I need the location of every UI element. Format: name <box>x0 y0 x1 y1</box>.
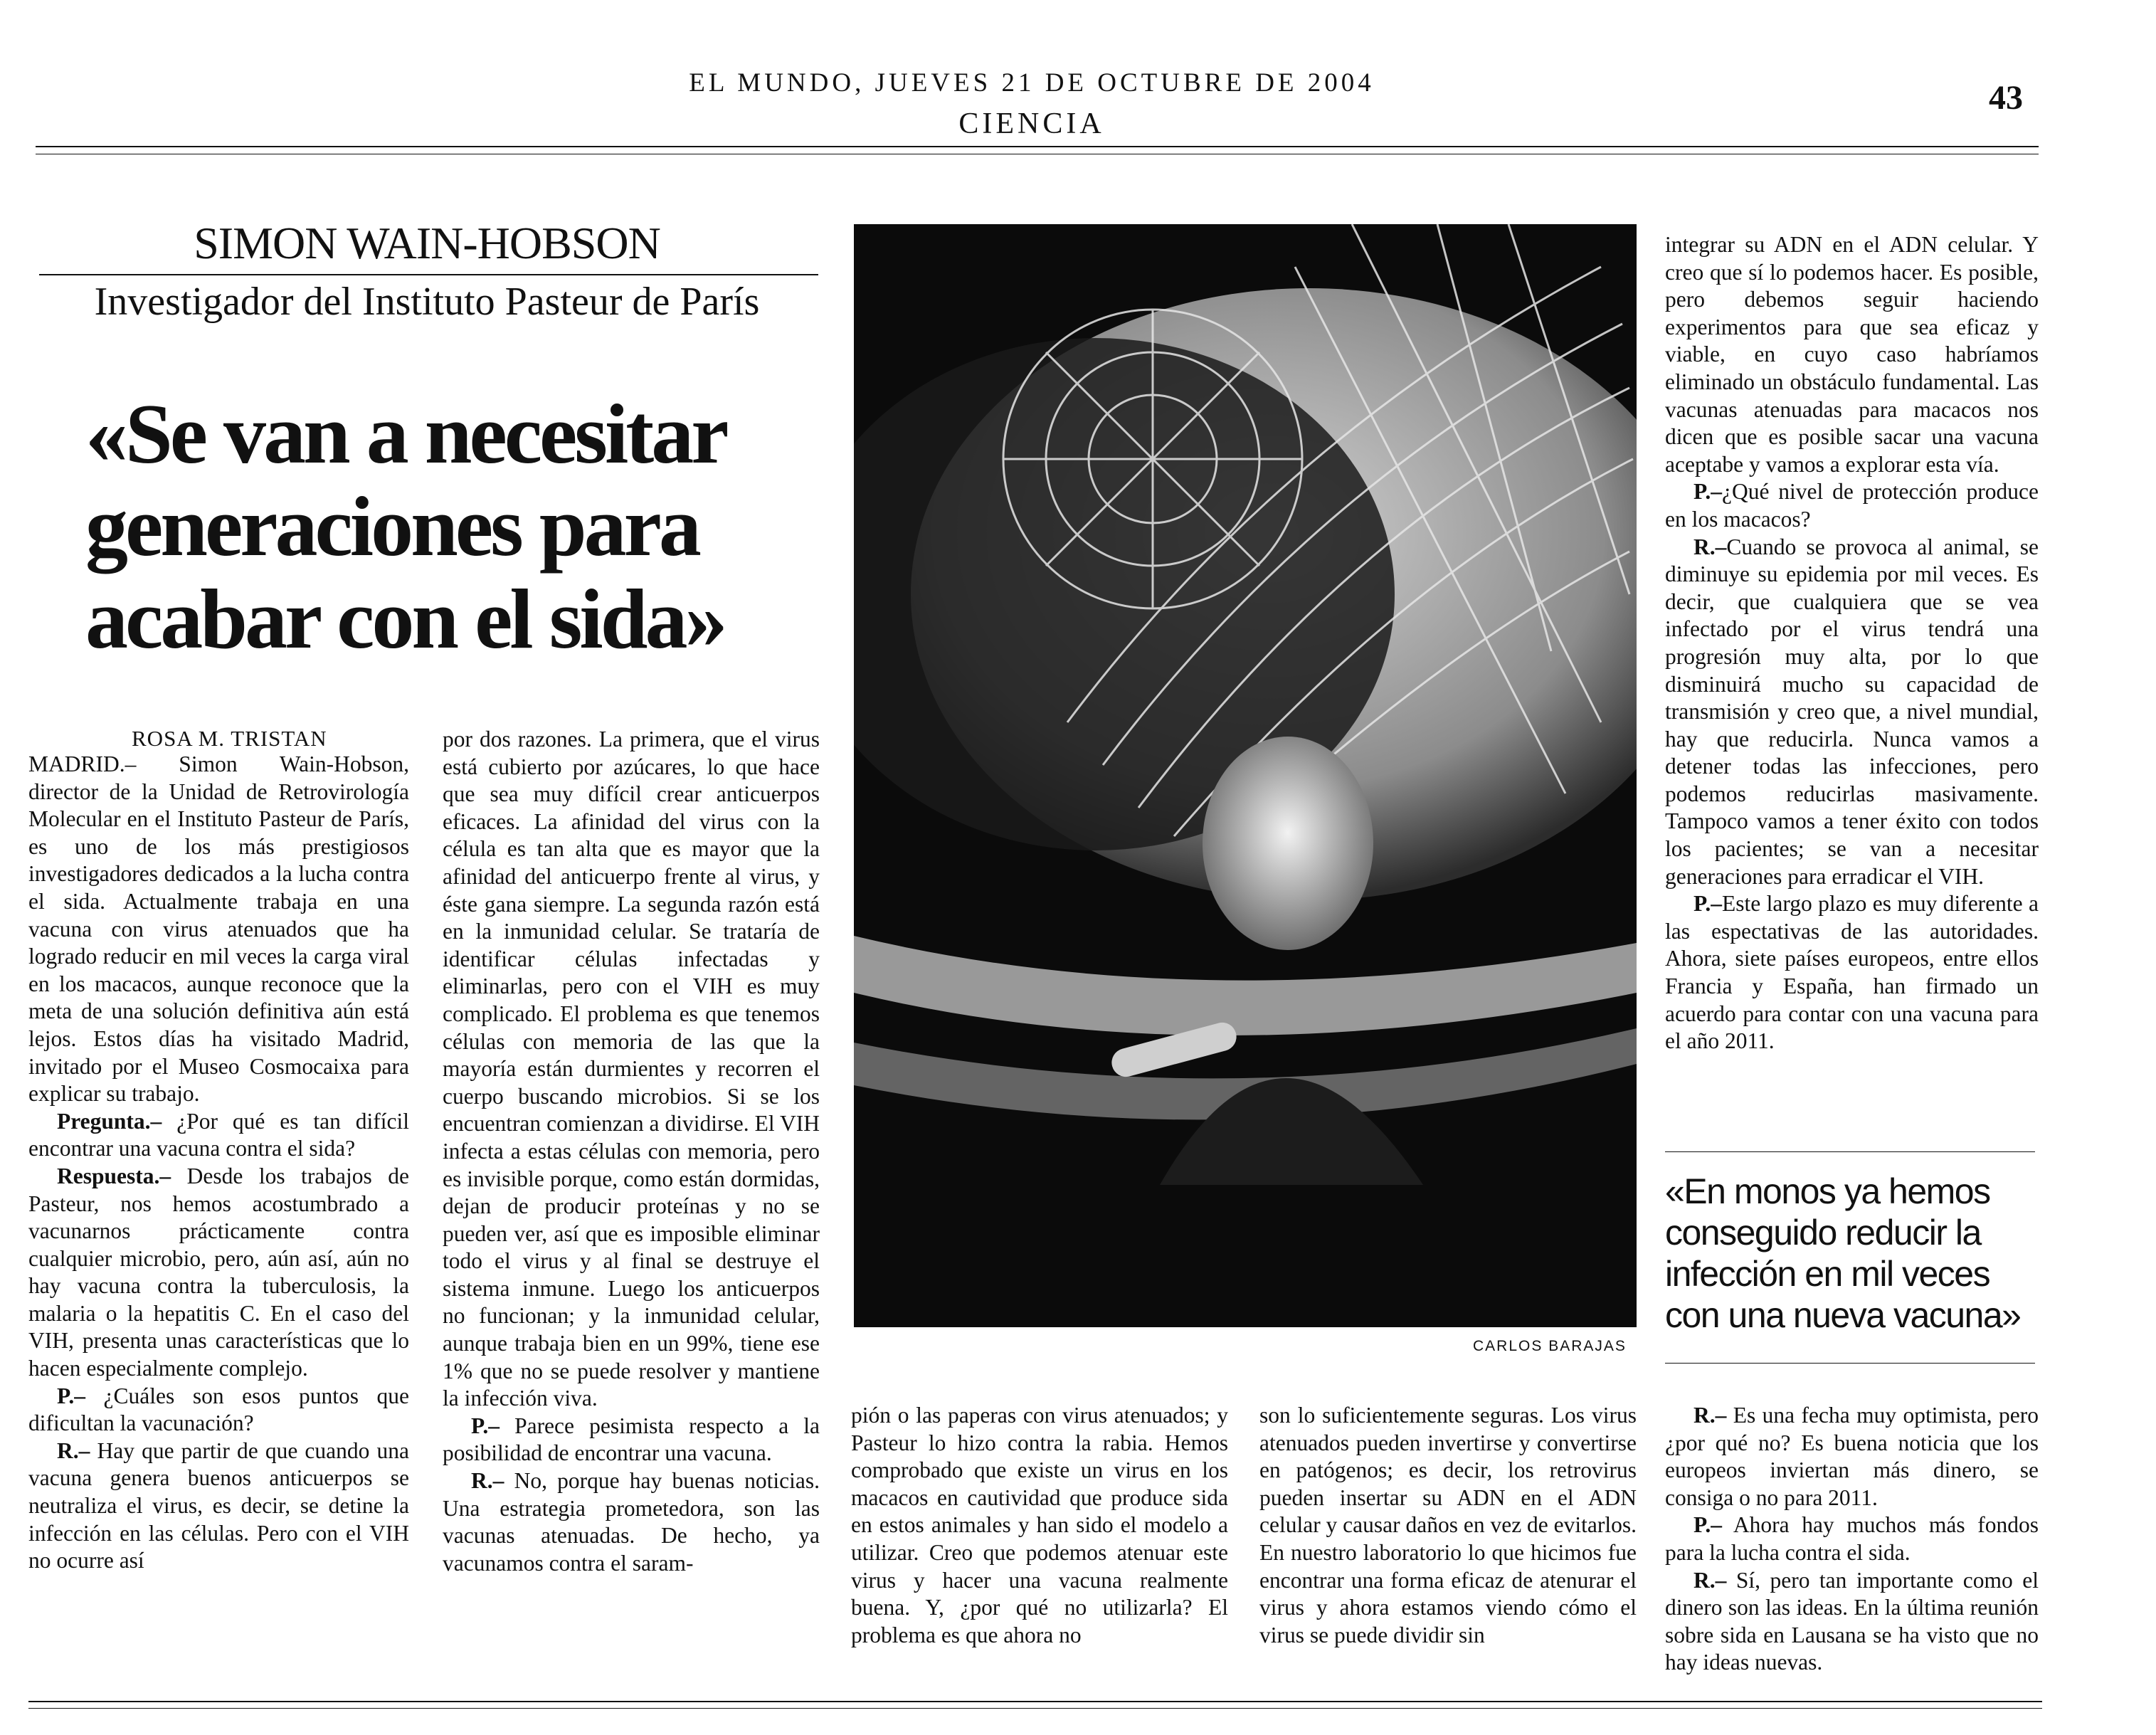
paragraph-lead: P.– <box>1693 479 1722 505</box>
paragraph-text: Hay que partir de que cuando una vacuna genera buenos anticuerpos se neutraliza el virus, es decir, se detine la infección en las células. Pero con el VIH no ocurre así <box>28 1438 409 1573</box>
paragraph <box>28 1108 409 1163</box>
paragraph-lead: P.– <box>1693 1512 1722 1538</box>
photo-credit: CARLOS BARAJAS <box>1473 1338 1627 1354</box>
paragraph <box>28 1383 409 1438</box>
paragraph-lead: R.– <box>1693 534 1727 559</box>
paragraph <box>1665 478 2039 533</box>
paragraph-lead: R.– <box>1693 1567 1727 1593</box>
page-number: 43 <box>1989 79 2023 117</box>
paragraph-text: No, porque hay buenas noticias. Una estrategia prometedora, son las vacunas atenuadas. De hecho, ya vacunamos contra el saram- <box>443 1468 820 1576</box>
paragraph-lead: P.– <box>1693 891 1722 917</box>
paragraph-text: MADRID.– Simon Wain-Hobson, director de la Unidad de Retrovirología Molecular en el Instituto Pasteur de París, es uno de los más prestigiosos investigadores dedicados a la lucha contra el sida. Actualmente trabaja en una vacuna con virus atenuados que ha logrado reducir en mil veces la carga viral en los macacos, aunque reconoce que la meta de una solución definitiva aún está lejos. Estos días ha visitado Madrid, invitado por el Museo Cosmocaixa para explicar su trabajo. <box>28 752 409 1107</box>
paragraph-lead: R.– <box>471 1468 504 1494</box>
portrait-photo <box>854 224 1637 1327</box>
paragraph <box>443 1413 820 1467</box>
column-2 <box>443 726 820 1577</box>
paragraph-lead: R.– <box>57 1438 90 1463</box>
column-5-top <box>1665 231 2039 1055</box>
paragraph <box>28 751 409 1108</box>
column-5-bottom <box>1665 1402 2039 1677</box>
paragraph <box>443 726 820 1413</box>
paragraph-text: Ahora hay muchos más fondos para la lucha contra el sida. <box>1665 1512 2039 1565</box>
paragraph-lead: Respuesta.– <box>57 1163 171 1188</box>
column-3 <box>851 1402 1228 1649</box>
paragraph-text: pión o las paperas con virus atenuados; y Pasteur lo hizo contra la rabia. Hemos comprobado que existe un virus en los macacos en cautividad que produce sida en estos animales y han sido el modelo a utilizar. Creo que podemos atenuar este virus y hacer una vacuna realmente buena. Y, ¿por qué no utilizarla? El problema es que ahora no <box>851 1403 1228 1647</box>
paragraph <box>1665 534 2039 891</box>
paragraph-text: integrar su ADN en el ADN celular. Y creo que sí lo podemos hacer. Es posible, pero debemos seguir haciendo experimentos para que sea eficaz y viable, en cuyo caso habríamos eliminado un obstáculo fundamental. Las vacunas atenuadas para macacos nos dicen que es posible sacar una vacuna aceptabe y vamos a explorar esta vía. <box>1665 232 2039 477</box>
paragraph <box>28 1163 409 1383</box>
paragraph <box>1259 1402 1637 1649</box>
paragraph-lead: Pregunta.– <box>57 1108 162 1134</box>
paragraph-text: Es una fecha muy optimista, pero ¿por qué no? Es buena noticia que los europeos inviertan más dinero, se consiga o no para 2011. <box>1665 1403 2039 1510</box>
portrait-photo-art <box>854 224 1637 1327</box>
name-rule <box>39 274 818 275</box>
paragraph-lead: P.– <box>57 1383 85 1408</box>
paragraph <box>28 1438 409 1575</box>
paragraph-text: son lo suficientemente seguras. Los virus atenuados pueden invertirse y convertirse en patógenos; es decir, los retrovirus pueden insertar su ADN en el ADN celular y causar daños en vez de evitarlos. En nuestro laboratorio lo que hicimos fue encontrar una forma eficaz de atenurar el virus y ahora estamos viendo cómo el virus se puede dividir sin <box>1259 1403 1637 1647</box>
paragraph-text: Desde los trabajos de Pasteur, nos hemos acostumbrado a vacunarnos prácticamente contra cualquier microbio, pero, aún así, aún no hay vacuna contra la tuberculosis, la malaria o la hepatitis C. En el caso del VIH, presenta unas características que lo hacen especialmente complejo. <box>28 1163 409 1381</box>
running-head: EL MUNDO, JUEVES 21 DE OCTUBRE DE 2004 <box>689 68 1375 97</box>
paragraph-lead: R.– <box>1693 1403 1727 1428</box>
interviewee-role: Investigador del Instituto Pasteur de París <box>94 280 760 324</box>
paragraph <box>851 1402 1228 1649</box>
pull-quote-rule-top <box>1665 1151 2035 1152</box>
paragraph-text: Este largo plazo es muy diferente a las espectativas de las autoridades. Ahora, siete países europeos, entre ellos Francia y España, han firmado un acuerdo para contar con una vacuna para el año 2011. <box>1665 891 2039 1054</box>
paragraph <box>1665 890 2039 1055</box>
footer-rule-top <box>28 1701 2042 1702</box>
paragraph-text: Sí, pero tan importante como el dinero son las ideas. En la última reunión sobre sida en Lausana se ha visto que no hay ideas nuevas. <box>1665 1567 2039 1675</box>
footer-rule-bottom <box>28 1708 2042 1709</box>
paragraph <box>1665 1402 2039 1512</box>
paragraph <box>443 1467 820 1577</box>
interviewee-name: SIMON WAIN-HOBSON <box>194 218 660 268</box>
paragraph-text: ¿Cuáles son esos puntos que dificultan la vacunación? <box>28 1383 409 1436</box>
paragraph <box>1665 1512 2039 1566</box>
paragraph-text: Parece pesimista respecto a la posibilidad de encontrar una vacuna. <box>443 1413 820 1466</box>
column-4 <box>1259 1402 1637 1649</box>
paragraph <box>1665 231 2039 478</box>
paragraph-lead: P.– <box>471 1413 500 1438</box>
paragraph-text: ¿Por qué es tan difícil encontrar una vacuna contra el sida? <box>28 1108 409 1161</box>
paragraph-text: por dos razones. La primera, que el virus está cubierto por azúcares, lo que hace que sea muy difícil crear anticuerpos eficaces. La afinidad del virus con la célula es tan alta que es mayor que la afinidad del anticuerpo frente al virus, y éste gana siempre. La segunda razón está en la inmunidad celular. Se trataría de identificar células infectadas y eliminarlas, pero con el VIH es muy complicado. El problema es que tenemos células con memoria de las que la mayoría están durmientes y recorren el cuerpo buscando microbios. Si se los encuentran comienzan a dividirse. El VIH infecta a estas células con memoria, pero es invisible porque, como están dormidas, dejan de producir proteínas y no se pueden ver, así que es imposible eliminar todo el virus y al final se destruye el sistema inmune. Luego los anticuerpos no funcionan; y la inmunidad celular, aunque trabaja bien en un 99%, tiene ese 1% que no se puede resolver y mantiene la infección viva. <box>443 727 820 1411</box>
headline: «Se van a necesitar generaciones para acabar con el sida» <box>85 386 725 666</box>
column-1 <box>28 751 409 1575</box>
paragraph-text: ¿Qué nivel de protección produce en los macacos? <box>1665 479 2039 532</box>
paragraph <box>1665 1567 2039 1677</box>
pull-quote: «En monos ya hemos conseguido reducir la infección en mil veces con una nueva vacuna» <box>1665 1171 2021 1335</box>
pull-quote-rule-bottom <box>1665 1363 2035 1364</box>
byline: ROSA M. TRISTAN <box>132 726 327 751</box>
header-rule-top <box>36 146 2039 147</box>
paragraph-text: Cuando se provoca al animal, se diminuye su epidemia por mil veces. Es decir, que cualquiera que se vea infectado por el virus tendrá una progresión muy alta, por lo que disminuirá mucho su capacidad de transmisión y creo que, a nivel mundial, hay que reducirla. Nunca vamos a detener todas las infecciones, pero podemos reducirlas masivamente. Tampoco vamos a tener éxito con todos los pacientes; se van a necesitar generaciones para erradicar el VIH. <box>1665 534 2039 889</box>
section-title: CIENCIA <box>958 107 1105 140</box>
